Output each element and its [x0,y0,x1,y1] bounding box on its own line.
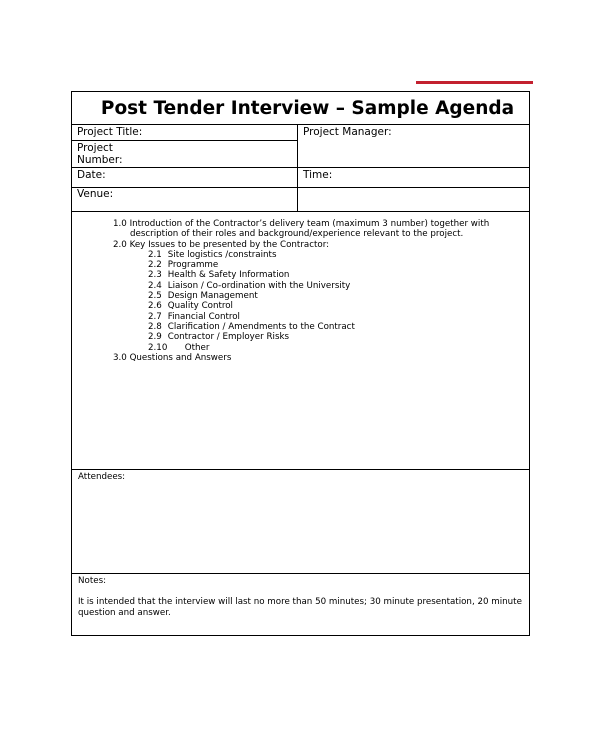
subitem-number: 2.7 [148,311,162,322]
accent-line [416,81,533,84]
agenda-subitem [72,260,529,270]
agenda-item-2: 2.0 Key Issues to be presented by the Contractor: [113,239,330,250]
project-number-label-1: Project [77,142,113,154]
subitem-number: 2.4 [148,280,162,291]
venue-row [72,188,529,212]
subitem-text: Health & Safety Information [167,270,290,281]
notes-section [72,574,529,620]
agenda-subitem [72,322,529,332]
agenda-subitem [72,332,529,342]
subitem-text: Clarification / Amendments to the Contract [167,321,355,332]
date-time-row [72,168,529,188]
agenda-subitem [72,291,529,301]
project-number-label-2: Number: [77,154,123,166]
notes-text-line-1: It is intended that the interview will last no more than 50 minutes; 30 minute presentation, 20 minute [78,597,522,608]
subitem-number: 2.3 [148,270,162,281]
project-row [72,125,529,168]
subitem-number: 2.6 [148,301,162,312]
subitem-text: Design Management [167,291,258,302]
subitem-text: Programme [167,260,219,271]
agenda-subitem [72,250,529,260]
project-title-field[interactable]: Project Title: [72,125,297,141]
subitem-number: 2.10 [148,342,168,353]
agenda-form [71,91,530,636]
agenda-subitem [72,343,529,353]
subitem-number: 2.9 [148,332,162,343]
notes-label: Notes: [78,576,107,586]
notes-text-line-2: question and answer. [78,607,171,618]
subitem-number: 2.8 [148,321,162,332]
project-left-column [72,125,298,167]
subitem-number: 2.1 [148,249,162,260]
agenda-subitem [72,281,529,291]
subitem-text: Other [184,342,210,353]
subitem-text: Liaison / Co-ordination with the University [167,280,351,291]
subitem-text: Financial Control [167,311,240,322]
attendees-label: Attendees: [78,472,126,482]
subitem-text: Contractor / Employer Risks [167,332,290,343]
venue-right-cell[interactable] [298,188,529,211]
document-title: Post Tender Interview – Sample Agenda [72,92,529,125]
venue-field[interactable]: Venue: [72,188,298,211]
subitem-text: Quality Control [167,301,233,312]
time-field[interactable]: Time: [303,169,333,181]
subitem-number: 2.2 [148,260,162,271]
agenda-subitem [72,270,529,280]
agenda-section [72,212,529,470]
project-number-field[interactable] [72,141,297,167]
project-manager-field[interactable]: Project Manager: [303,126,392,138]
agenda-item-1-line-2: description of their roles and background/experience relevant to the project. [130,229,464,240]
notes-text [78,597,523,618]
agenda-item-3: 3.0 Questions and Answers [113,352,232,363]
date-field[interactable]: Date: [72,168,298,187]
agenda-item-1 [72,219,529,240]
subitem-number: 2.5 [148,291,162,302]
agenda-item-1-line-1: 1.0 Introduction of the Contractor’s delivery team (maximum 3 number) together with [113,219,490,229]
subitem-text: Site logistics /constraints [167,249,277,260]
agenda-subitem [72,301,529,311]
attendees-section[interactable] [72,470,529,574]
agenda-subitem [72,312,529,322]
